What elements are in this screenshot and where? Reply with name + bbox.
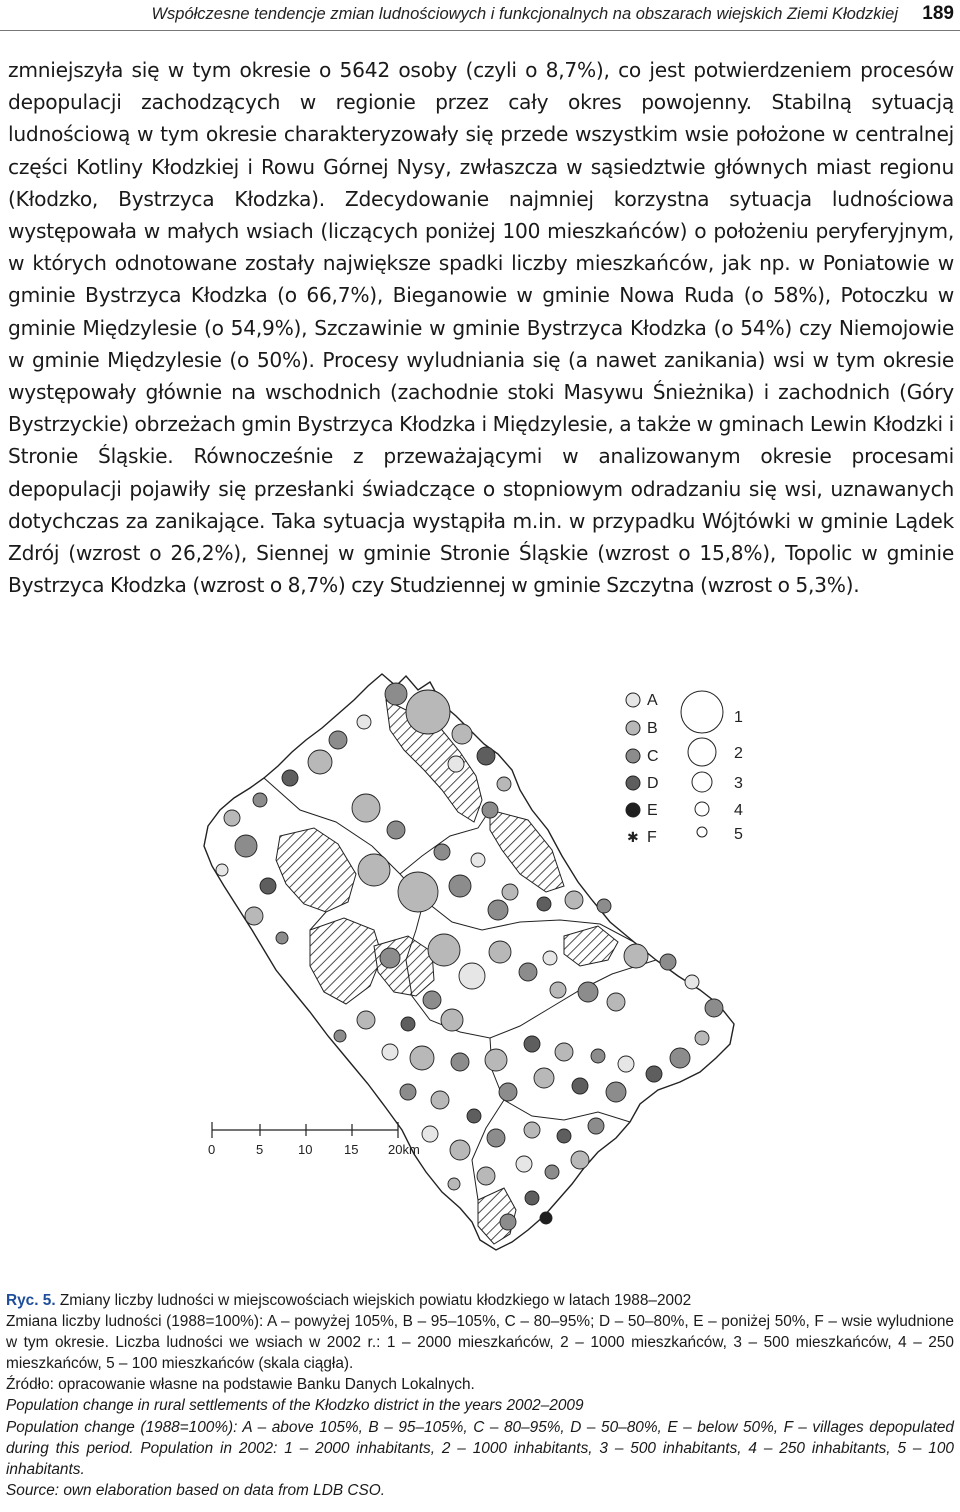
legend-label-a: A: [647, 692, 658, 709]
legend-size-circle-3: [692, 772, 712, 792]
scale-bar: [208, 1122, 420, 1157]
page-number: 189: [922, 3, 954, 24]
legend-label-b: B: [647, 720, 658, 737]
legend-size-circle-2: [688, 738, 716, 766]
scale-label-15: 15: [344, 1142, 359, 1157]
figure-label: Ryc. 5.: [6, 1292, 56, 1309]
body-paragraph: zmniejszyła się w tym okresie o 5642 osoby (czyli o 8,7%), co jest potwierdzeniem procesów depopulacji zachodzących w regionie przez cały okres powojenny. Stabilną sytuacją ludnościową w tym okresie charakteryzowały się przede wszystkim wsie położone w centralnej części Kotliny Kłodzkiej i Rowu Górnej Nysy, zwłaszcza w sąsiedztwie głównych miast regionu (Kłodzko, Bystrzyca Kłodzka). Zdecydowanie najmniej korzystna sytuacja ludnościowa występowała w małych wsiach (liczących poniżej 100 mieszkańców) o położeniu peryferyjnym, w których odnotowane zostały największe spadki liczby mieszkańców, jak np. w Poniatowie w gminie Bystrzyca Kłodzka (o 66,7%), Bieganowie w gminie Nowa Ruda (o 58%), Potoczku w gminie Międzylesie (o 54,9%), Szczawinie w gminie Bystrzyca Kłodzka (o 54%) czy Niemojowie w gminie Międzylesie (o 50%). Procesy wyludniania się (a nawet zanikania) wsi w tym okresie występowały głównie na wschodnich (zachodnie stoki Masywu Śnieżnika) i zachodnich (Góry Bystrzyckie) obrzeżach gmin Bystrzyca Kłodzka i Międzylesie, a także w gminach Lewin Kłodzki i Stronie Śląskie. Równocześnie z przeważającymi w analizowanym okresie procesami depopulacji pojawiły się przesłanki świadczące o stopniowym odradzaniu się wsi, uznawanych dotychczas za zanikające. Taka sytuacja wystąpiła m.in. w przypadku Wójtówki w gminie Lądek Zdrój (wzrost o 26,2%), Siennej w gminie Stronie Śląskie (wzrost o 15,8%), Topolic w gminie Bystrzyca Kłodzka (wzrost o 8,7%) czy Studziennej w gminie Szczytna (wzrost o 5,3%).: [8, 58, 954, 598]
legend-label-c: C: [647, 748, 659, 765]
figure-caption: [6, 1290, 954, 1501]
legend-size-label-3: 3: [734, 775, 743, 792]
legend-size-label-1: 1: [734, 709, 743, 726]
legend-label-f: F: [647, 829, 657, 846]
caption-pl-desc: Zmiana liczby ludności (1988=100%): A – powyżej 105%, B – 95–105%, C – 80–95%; D – 50–80%, E – poniżej 50%, F – wsie wyludnione w tym okresie. Liczba ludności we wsiach w 2002 r.: 1 – 2000 mieszkańców, 2 – 1000 mieszkańców, 3 – 500 mieszkańców, 4 – 250 mieszkańców, 5 – 100 mieszkańców (skala ciągła).: [6, 1313, 954, 1373]
legend-swatch-d: [626, 776, 640, 790]
running-header: [0, 0, 960, 31]
legend-size-circle-5: [697, 827, 707, 837]
caption-pl-source: Źródło: opracowanie własne na podstawie Banku Danych Lokalnych.: [6, 1376, 475, 1394]
figure-map: [160, 660, 900, 1260]
legend-swatch-a: [626, 693, 640, 707]
scale-label-0: 0: [208, 1142, 216, 1157]
caption-en-source: Source: own elaboration based on data from LDB CSO.: [6, 1481, 385, 1499]
caption-pl-title-line: [6, 1290, 954, 1311]
legend-size-label-2: 2: [734, 745, 743, 762]
legend-swatch-c: [626, 749, 640, 763]
legend-size-label-5: 5: [734, 826, 743, 843]
scale-label-10: 10: [298, 1142, 313, 1157]
legend-size-circle-1: [681, 691, 723, 733]
caption-en-title: Population change in rural settlements of the Kłodzko district in the years 2002–2009: [6, 1397, 584, 1415]
legend-swatch-e: [626, 803, 640, 817]
scale-label-20km: 20km: [388, 1142, 420, 1157]
running-title: Współczesne tendencje zmian ludnościowych i funkcjonalnych na obszarach wiejskich Ziemi Kłodzkiej: [151, 5, 898, 23]
legend-size-label-4: 4: [734, 802, 743, 819]
caption-pl-title: Zmiany liczby ludności w miejscowościach wiejskich powiatu kłodzkiego w latach 1988–2002: [59, 1292, 692, 1309]
map-svg: [160, 660, 900, 1260]
asterisk-icon: ✱: [627, 829, 639, 845]
scale-label-5: 5: [256, 1142, 264, 1157]
caption-en-desc: Population change (1988=100%): A – above 105%, B – 95–105%, C – 80–95%, D – 50–80%, E – below 50%, F – villages depopulated during this period. Population in 2002: 1 – 2000 inhabitants, 2 – 1000 inhabitants, 3 – 500 inhabitants, 4 – 250 inhabitants, 5 – 100 inhabitants.: [6, 1418, 954, 1478]
legend-sizes: [681, 691, 743, 843]
body-text: [8, 54, 954, 601]
legend-swatch-b: [626, 721, 640, 735]
legend-label-d: D: [647, 775, 659, 792]
legend-classes: [626, 692, 659, 846]
legend-label-e: E: [647, 802, 658, 819]
legend-size-circle-4: [695, 802, 709, 816]
